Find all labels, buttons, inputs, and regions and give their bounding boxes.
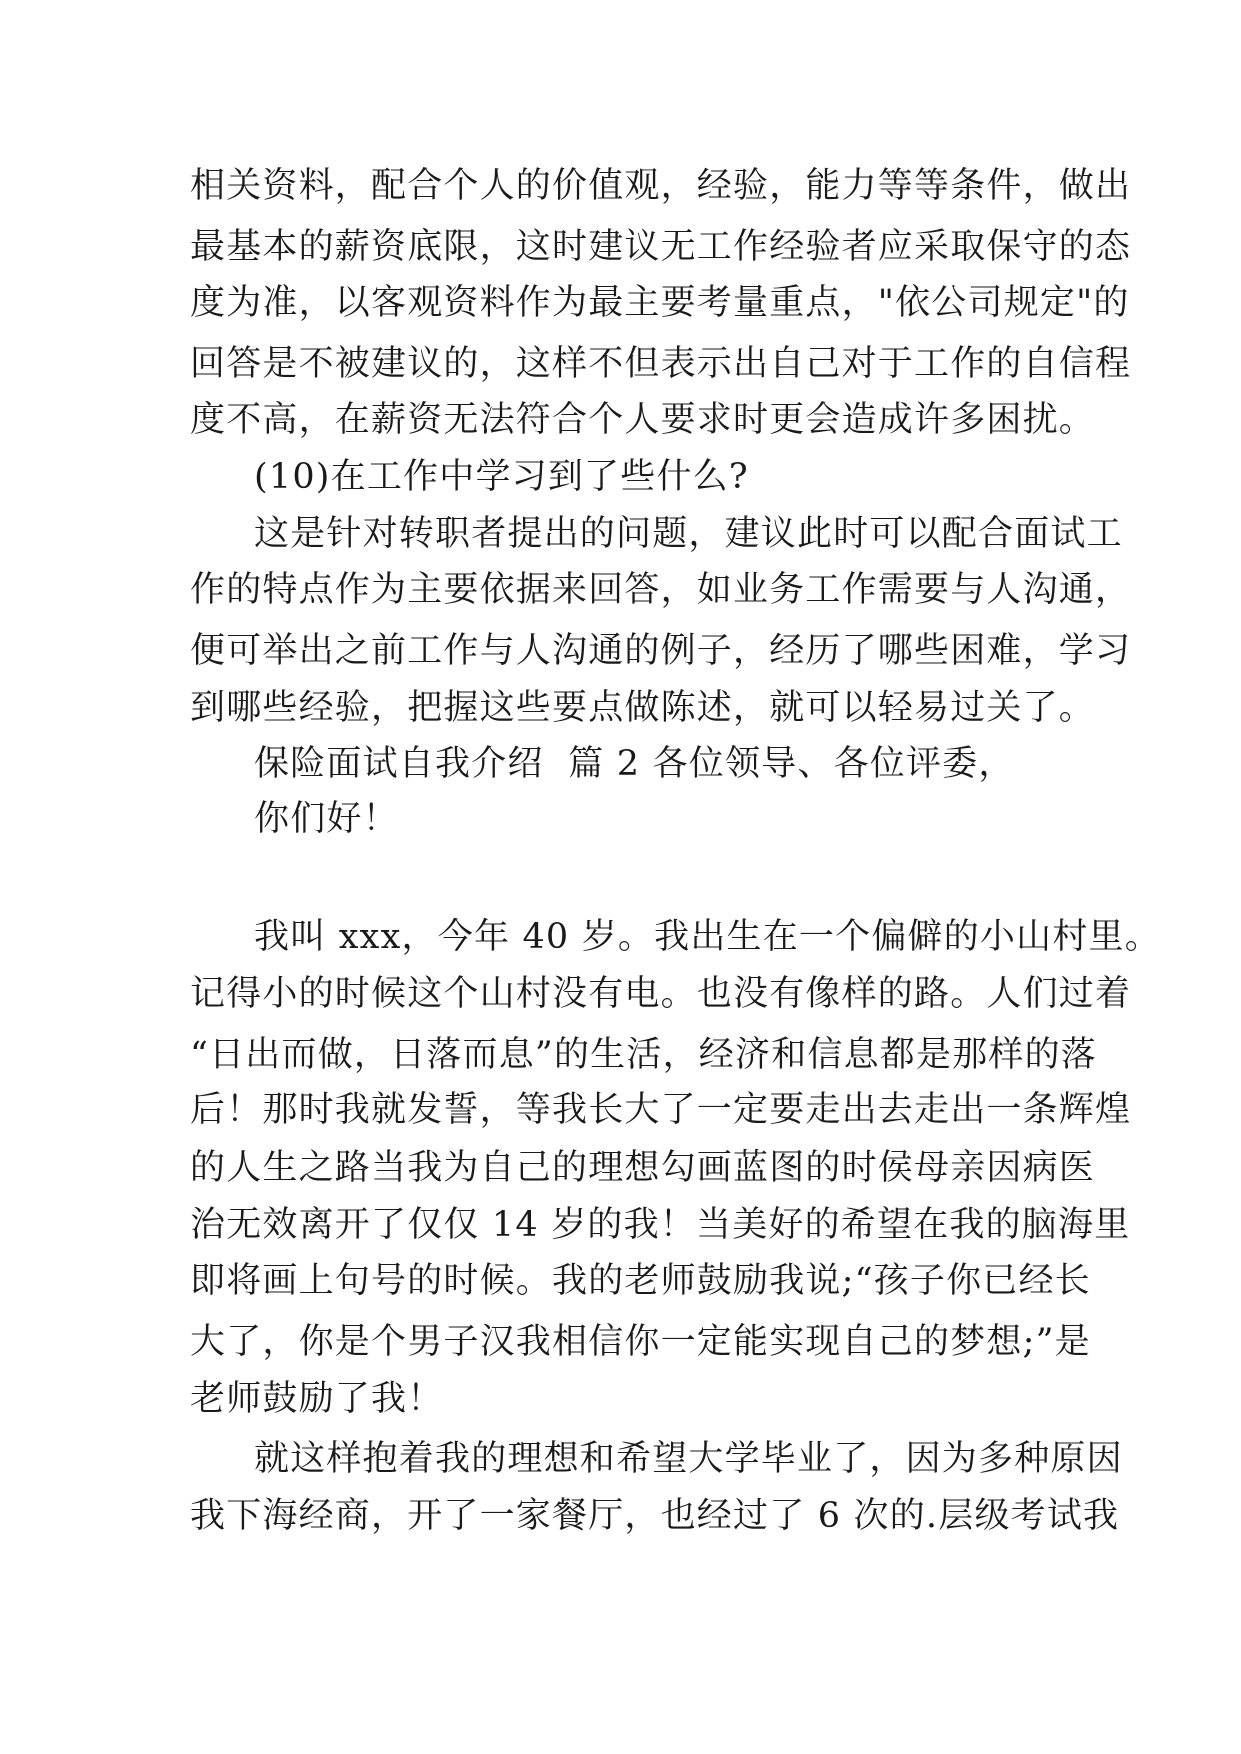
paragraph-line: 我下海经商，开了一家餐厅，也经过了 6 次的.层级考试我 xyxy=(190,1496,1120,1536)
paragraph-line: 后！那时我就发誓，等我长大了一定要走出去走出一条辉煌 xyxy=(190,1090,1132,1130)
paragraph-line: 即将画上句号的时候。我的老师鼓励我说;“孩子你已经长 xyxy=(190,1261,1091,1301)
paragraph-line: 的人生之路当我为自己的理想勾画蓝图的时侯母亲因病医 xyxy=(190,1148,1096,1188)
paragraph-line: “日出而做，日落而息”的生活，经济和信息都是那样的落 xyxy=(190,1035,1097,1075)
question-heading: (10)在工作中学习到了些什么? xyxy=(254,457,749,497)
paragraph-line: 治无效离开了仅仅 14 岁的我！当美好的希望在我的脑海里 xyxy=(190,1205,1131,1245)
paragraph-line: 回答是不被建议的，这样不但表示出自己对于工作的自信程 xyxy=(190,344,1132,384)
paragraph-line: 老师鼓励了我！ xyxy=(190,1379,444,1419)
paragraph-line: 记得小的时候这个山村没有电。也没有像样的路。人们过着 xyxy=(190,974,1132,1014)
paragraph-line: 到哪些经验，把握这些要点做陈述，就可以轻易过关了。 xyxy=(190,688,1096,728)
paragraph-line: 大了，你是个男子汉我相信你一定能实现自己的梦想;”是 xyxy=(190,1322,1091,1362)
paragraph-line: 便可举出之前工作与人沟通的例子，经历了哪些困难，学习 xyxy=(190,631,1132,671)
greeting-line: 你们好！ xyxy=(254,799,399,839)
section-heading: 保险面试自我介绍 篇 2 各位领导、各位评委， xyxy=(254,744,1015,784)
paragraph-line: 这是针对转职者提出的问题，建议此时可以配合面试工 xyxy=(254,514,1123,554)
paragraph-line: 最基本的薪资底限，这时建议无工作经验者应采取保守的态 xyxy=(190,227,1132,267)
paragraph-line: 就这样抱着我的理想和希望大学毕业了，因为多种原因 xyxy=(254,1439,1123,1479)
paragraph-line: 度为准，以客观资料作为最主要考量重点，"依公司规定"的 xyxy=(190,283,1130,323)
paragraph-line: 作的特点作为主要依据来回答，如业务工作需要与人沟通， xyxy=(190,570,1132,610)
paragraph-line: 我叫 xxx，今年 40 岁。我出生在一个偏僻的小山村里。 xyxy=(254,917,1161,957)
paragraph-line: 度不高，在薪资无法符合个人要求时更会造成许多困扰。 xyxy=(190,400,1096,440)
paragraph-line: 相关资料，配合个人的价值观，经验，能力等等条件，做出 xyxy=(190,166,1132,206)
